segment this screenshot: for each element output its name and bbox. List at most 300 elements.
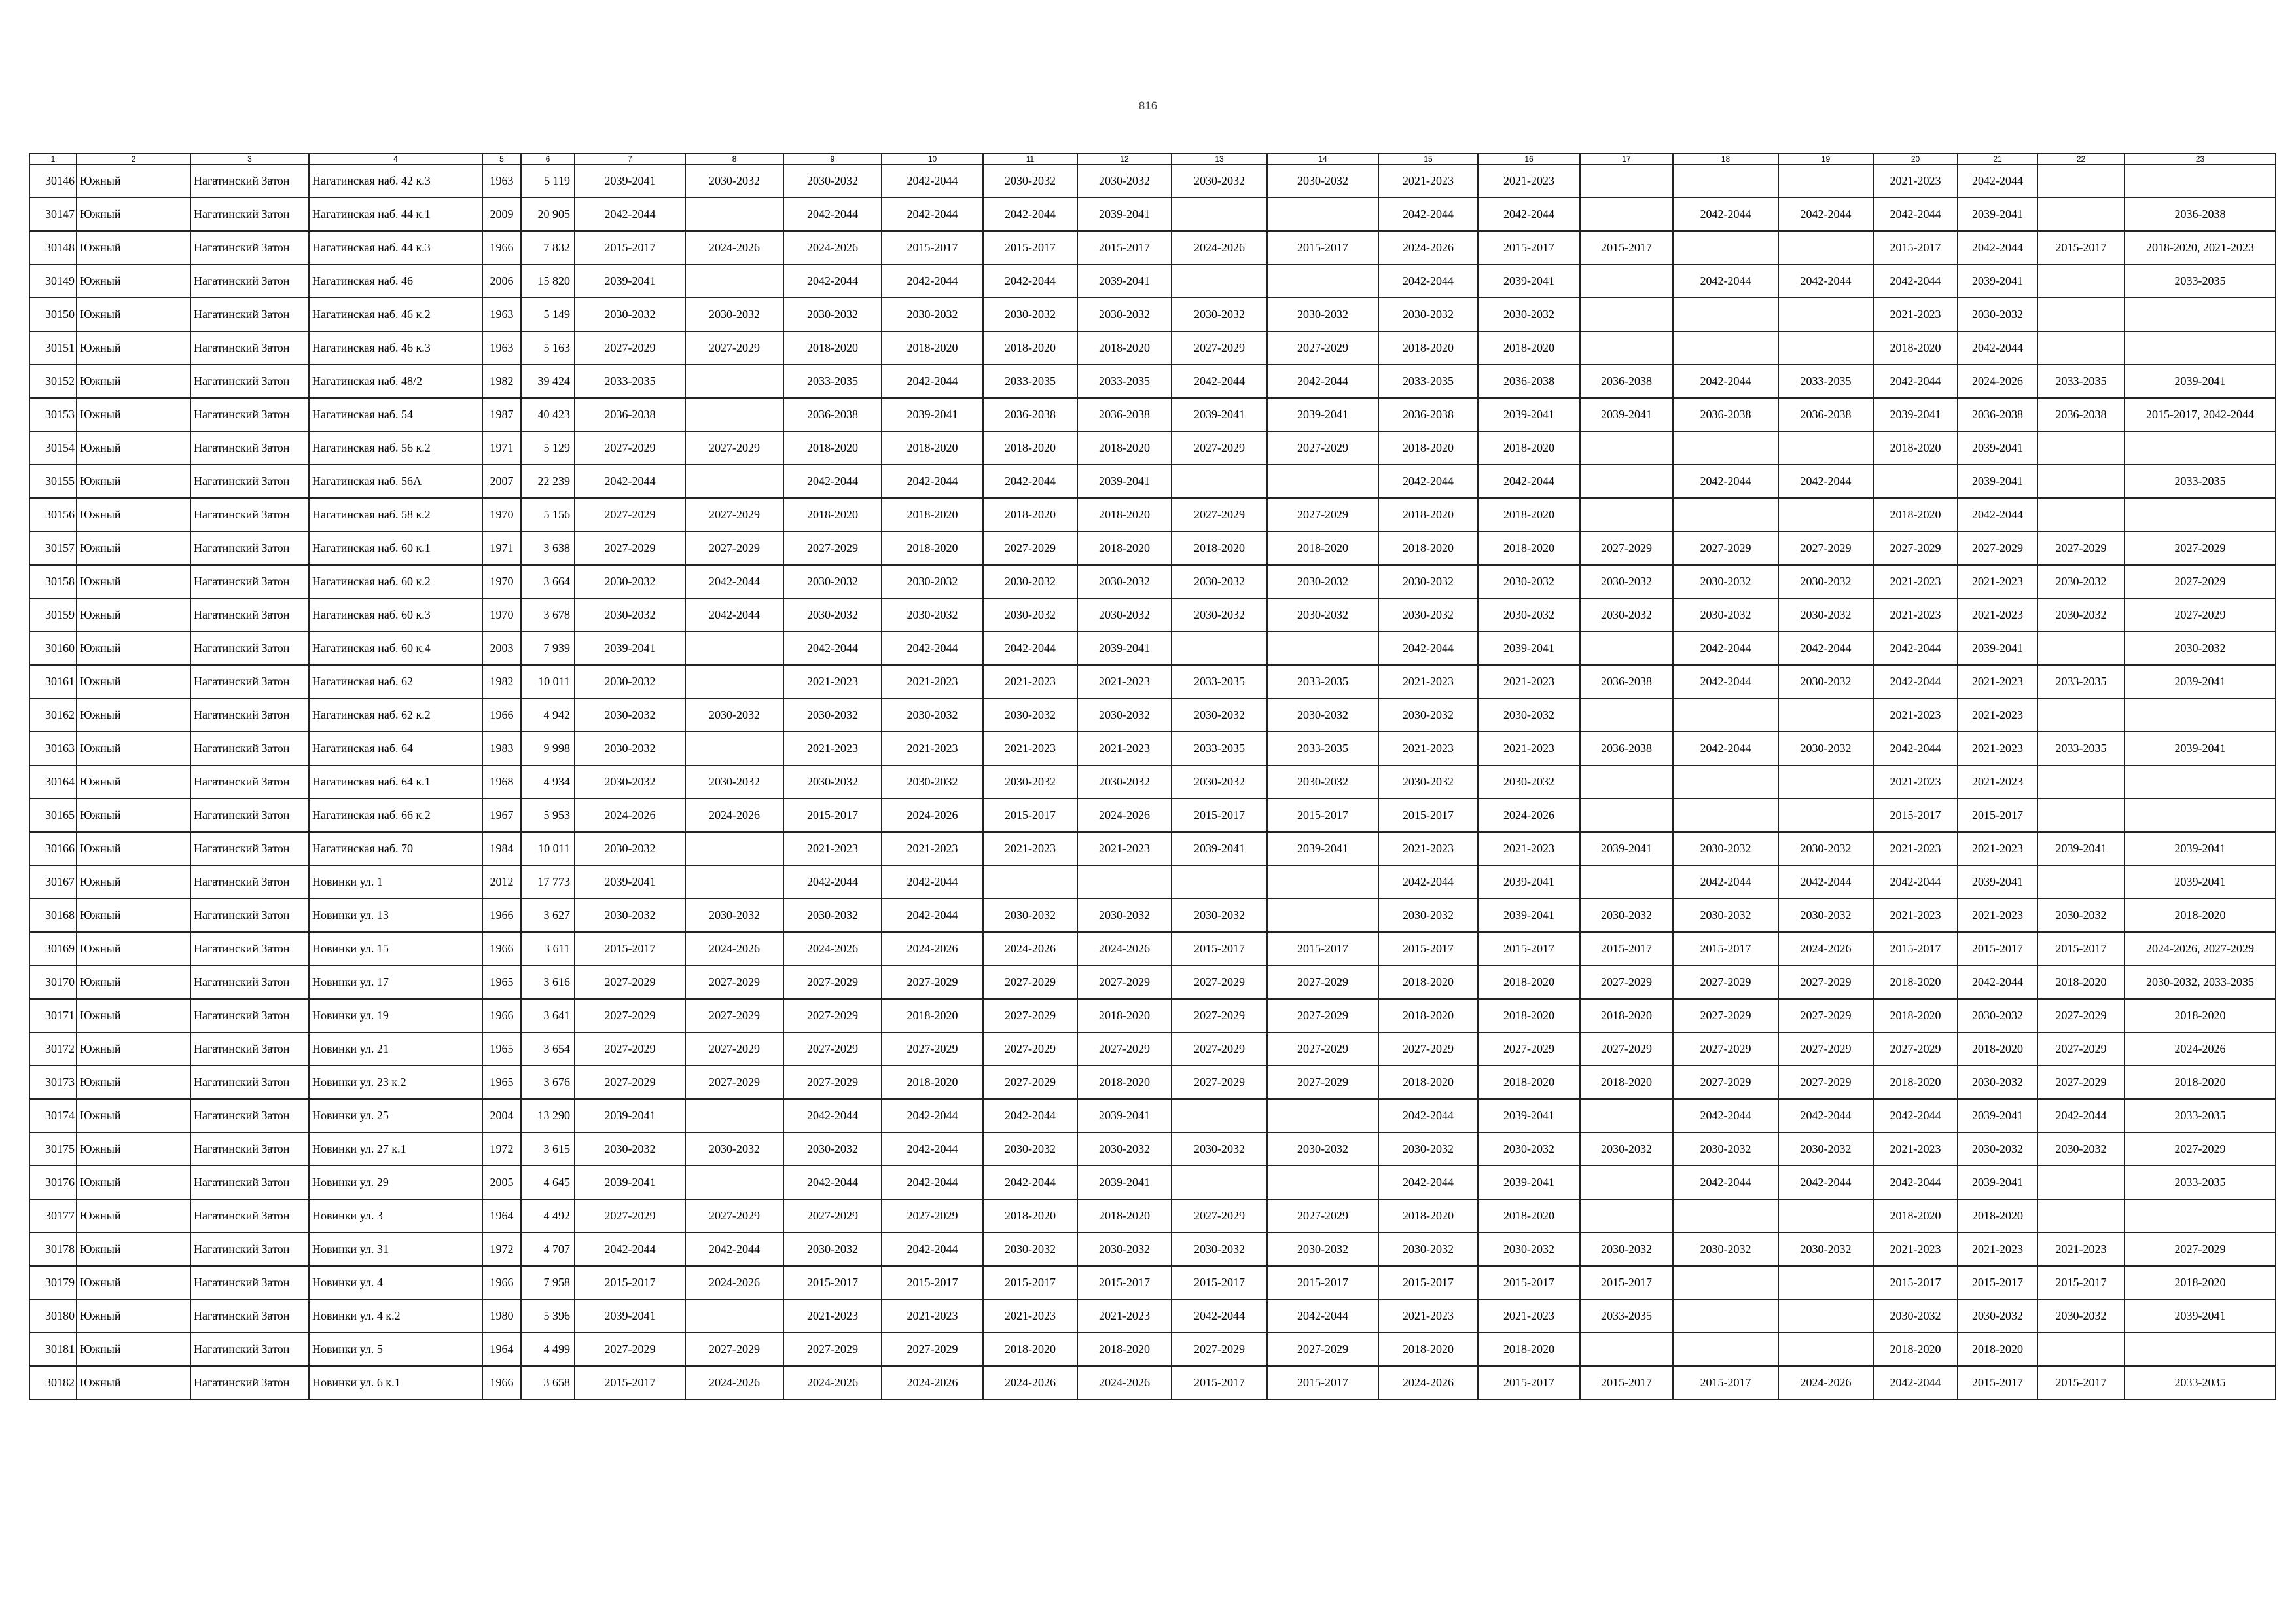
table-cell-col-10: 2021-2023 xyxy=(882,1299,983,1333)
table-cell-col-22 xyxy=(2037,331,2125,365)
table-cell-col-8: 2030-2032 xyxy=(685,698,783,732)
table-cell-col-2: Южный xyxy=(77,298,190,331)
table-cell-col-13: 2030-2032 xyxy=(1172,698,1267,732)
table-cell-col-12: 2039-2041 xyxy=(1077,1099,1172,1132)
table-cell-col-22 xyxy=(2037,198,2125,231)
table-cell-col-6: 7 958 xyxy=(521,1266,575,1299)
table-cell-col-7: 2030-2032 xyxy=(575,899,685,932)
table-cell-col-9: 2015-2017 xyxy=(783,799,882,832)
table-cell-col-3: Нагатинский Затон xyxy=(190,598,309,632)
table-cell-col-4: Нагатинская наб. 46 xyxy=(309,264,482,298)
table-cell-col-4: Новинки ул. 6 к.1 xyxy=(309,1366,482,1399)
table-cell-col-22 xyxy=(2037,1166,2125,1199)
table-cell-col-20: 2042-2044 xyxy=(1873,632,1958,665)
table-cell-col-16: 2030-2032 xyxy=(1478,298,1580,331)
table-row xyxy=(29,1066,2276,1099)
column-number-14: 14 xyxy=(1267,154,1378,164)
table-cell-col-21: 2018-2020 xyxy=(1958,1199,2037,1233)
table-cell-col-2: Южный xyxy=(77,565,190,598)
table-cell-col-18: 2030-2032 xyxy=(1673,1233,1778,1266)
table-cell-col-16: 2018-2020 xyxy=(1478,1333,1580,1366)
table-cell-col-4: Новинки ул. 27 к.1 xyxy=(309,1132,482,1166)
table-cell-col-18 xyxy=(1673,1333,1778,1366)
table-cell-col-6: 4 499 xyxy=(521,1333,575,1366)
table-cell-col-19: 2033-2035 xyxy=(1778,365,1873,398)
table-cell-col-12: 2021-2023 xyxy=(1077,1299,1172,1333)
table-cell-col-13: 2042-2044 xyxy=(1172,1299,1267,1333)
table-cell-col-22: 2027-2029 xyxy=(2037,1066,2125,1099)
table-cell-col-5: 1966 xyxy=(482,999,521,1032)
table-cell-col-14: 2030-2032 xyxy=(1267,164,1378,198)
table-cell-col-15: 2018-2020 xyxy=(1378,532,1478,565)
table-cell-col-21: 2039-2041 xyxy=(1958,465,2037,498)
table-cell-col-13: 2030-2032 xyxy=(1172,1233,1267,1266)
table-cell-col-15: 2018-2020 xyxy=(1378,498,1478,532)
table-cell-col-13 xyxy=(1172,1166,1267,1199)
table-cell-col-20: 2042-2044 xyxy=(1873,865,1958,899)
table-cell-col-18 xyxy=(1673,799,1778,832)
table-cell-col-8: 2042-2044 xyxy=(685,598,783,632)
table-cell-col-13: 2015-2017 xyxy=(1172,932,1267,965)
table-cell-col-18 xyxy=(1673,698,1778,732)
table-cell-col-22: 2033-2035 xyxy=(2037,732,2125,765)
table-cell-col-1: 30158 xyxy=(29,565,77,598)
table-row xyxy=(29,632,2276,665)
table-cell-col-11: 2027-2029 xyxy=(983,965,1077,999)
table-cell-col-11: 2042-2044 xyxy=(983,198,1077,231)
table-cell-col-7: 2030-2032 xyxy=(575,832,685,865)
table-cell-col-16: 2015-2017 xyxy=(1478,932,1580,965)
column-number-16: 16 xyxy=(1478,154,1580,164)
table-cell-col-8: 2024-2026 xyxy=(685,1366,783,1399)
table-cell-col-3: Нагатинский Затон xyxy=(190,231,309,264)
table-cell-col-16: 2021-2023 xyxy=(1478,164,1580,198)
table-cell-col-19: 2030-2032 xyxy=(1778,732,1873,765)
table-row xyxy=(29,1299,2276,1333)
table-cell-col-16: 2015-2017 xyxy=(1478,1366,1580,1399)
table-cell-col-22: 2027-2029 xyxy=(2037,1032,2125,1066)
table-cell-col-11: 2042-2044 xyxy=(983,1166,1077,1199)
table-cell-col-5: 1972 xyxy=(482,1233,521,1266)
table-cell-col-1: 30172 xyxy=(29,1032,77,1066)
table-cell-col-2: Южный xyxy=(77,365,190,398)
table-row xyxy=(29,365,2276,398)
column-number-9: 9 xyxy=(783,154,882,164)
table-cell-col-15: 2018-2020 xyxy=(1378,331,1478,365)
table-cell-col-20: 2042-2044 xyxy=(1873,1366,1958,1399)
table-cell-col-19: 2042-2044 xyxy=(1778,198,1873,231)
table-cell-col-23: 2027-2029 xyxy=(2125,532,2276,565)
table-cell-col-12: 2039-2041 xyxy=(1077,632,1172,665)
table-cell-col-10: 2021-2023 xyxy=(882,832,983,865)
table-cell-col-9: 2027-2029 xyxy=(783,1199,882,1233)
table-cell-col-21: 2021-2023 xyxy=(1958,565,2037,598)
table-cell-col-4: Нагатинская наб. 46 к.2 xyxy=(309,298,482,331)
table-cell-col-2: Южный xyxy=(77,899,190,932)
table-cell-col-23 xyxy=(2125,799,2276,832)
table-cell-col-5: 1965 xyxy=(482,1066,521,1099)
table-cell-col-19: 2027-2029 xyxy=(1778,1066,1873,1099)
table-cell-col-20: 2021-2023 xyxy=(1873,598,1958,632)
table-cell-col-4: Нагатинская наб. 44 к.1 xyxy=(309,198,482,231)
table-cell-col-18 xyxy=(1673,1299,1778,1333)
table-cell-col-18: 2027-2029 xyxy=(1673,532,1778,565)
table-cell-col-8 xyxy=(685,1299,783,1333)
table-cell-col-17 xyxy=(1580,431,1673,465)
table-cell-col-5: 1966 xyxy=(482,1266,521,1299)
table-cell-col-11: 2015-2017 xyxy=(983,231,1077,264)
table-cell-col-23 xyxy=(2125,698,2276,732)
table-cell-col-3: Нагатинский Затон xyxy=(190,1032,309,1066)
table-cell-col-14: 2042-2044 xyxy=(1267,1299,1378,1333)
table-cell-col-21: 2018-2020 xyxy=(1958,1333,2037,1366)
table-cell-col-6: 9 998 xyxy=(521,732,575,765)
table-cell-col-14: 2030-2032 xyxy=(1267,698,1378,732)
table-cell-col-5: 2005 xyxy=(482,1166,521,1199)
table-cell-col-18 xyxy=(1673,231,1778,264)
table-cell-col-2: Южный xyxy=(77,498,190,532)
table-cell-col-18 xyxy=(1673,298,1778,331)
table-cell-col-8: 2027-2029 xyxy=(685,431,783,465)
table-cell-col-16: 2042-2044 xyxy=(1478,465,1580,498)
table-cell-col-2: Южный xyxy=(77,465,190,498)
table-row xyxy=(29,932,2276,965)
table-cell-col-5: 2009 xyxy=(482,198,521,231)
table-cell-col-12: 2033-2035 xyxy=(1077,365,1172,398)
table-cell-col-18: 2042-2044 xyxy=(1673,732,1778,765)
column-number-13: 13 xyxy=(1172,154,1267,164)
table-cell-col-16: 2018-2020 xyxy=(1478,999,1580,1032)
table-cell-col-23: 2018-2020 xyxy=(2125,899,2276,932)
table-cell-col-14: 2015-2017 xyxy=(1267,799,1378,832)
table-cell-col-2: Южный xyxy=(77,1099,190,1132)
table-cell-col-11: 2027-2029 xyxy=(983,1032,1077,1066)
table-cell-col-7: 2027-2029 xyxy=(575,1066,685,1099)
table-cell-col-21: 2021-2023 xyxy=(1958,698,2037,732)
table-cell-col-14: 2027-2029 xyxy=(1267,1199,1378,1233)
table-row xyxy=(29,231,2276,264)
table-cell-col-13: 2030-2032 xyxy=(1172,899,1267,932)
table-cell-col-3: Нагатинский Затон xyxy=(190,1266,309,1299)
table-cell-col-16: 2018-2020 xyxy=(1478,965,1580,999)
table-cell-col-4: Новинки ул. 13 xyxy=(309,899,482,932)
table-cell-col-13: 2027-2029 xyxy=(1172,1199,1267,1233)
table-cell-col-9: 2027-2029 xyxy=(783,1032,882,1066)
table-cell-col-21: 2039-2041 xyxy=(1958,198,2037,231)
table-cell-col-18: 2027-2029 xyxy=(1673,965,1778,999)
table-cell-col-4: Новинки ул. 3 xyxy=(309,1199,482,1233)
table-cell-col-5: 1963 xyxy=(482,298,521,331)
table-cell-col-19: 2027-2029 xyxy=(1778,1032,1873,1066)
table-cell-col-8: 2042-2044 xyxy=(685,565,783,598)
table-cell-col-12: 2018-2020 xyxy=(1077,1333,1172,1366)
table-cell-col-1: 30154 xyxy=(29,431,77,465)
table-cell-col-22: 2018-2020 xyxy=(2037,965,2125,999)
table-row xyxy=(29,1233,2276,1266)
table-cell-col-6: 4 942 xyxy=(521,698,575,732)
table-cell-col-19: 2030-2032 xyxy=(1778,1132,1873,1166)
table-cell-col-3: Нагатинский Затон xyxy=(190,264,309,298)
table-cell-col-23 xyxy=(2125,164,2276,198)
table-cell-col-11: 2030-2032 xyxy=(983,1233,1077,1266)
table-cell-col-19 xyxy=(1778,1333,1873,1366)
table-cell-col-22: 2027-2029 xyxy=(2037,532,2125,565)
table-cell-col-14 xyxy=(1267,465,1378,498)
table-cell-col-21: 2021-2023 xyxy=(1958,765,2037,799)
table-cell-col-2: Южный xyxy=(77,865,190,899)
table-cell-col-16: 2039-2041 xyxy=(1478,398,1580,431)
table-cell-col-15: 2042-2044 xyxy=(1378,198,1478,231)
table-cell-col-1: 30157 xyxy=(29,532,77,565)
table-cell-col-1: 30146 xyxy=(29,164,77,198)
table-cell-col-19 xyxy=(1778,799,1873,832)
table-cell-col-13 xyxy=(1172,632,1267,665)
table-cell-col-13: 2030-2032 xyxy=(1172,1132,1267,1166)
table-cell-col-11: 2027-2029 xyxy=(983,1066,1077,1099)
table-cell-col-20: 2021-2023 xyxy=(1873,899,1958,932)
table-cell-col-23: 2024-2026 xyxy=(2125,1032,2276,1066)
table-cell-col-20: 2021-2023 xyxy=(1873,698,1958,732)
table-cell-col-10: 2042-2044 xyxy=(882,198,983,231)
table-cell-col-8 xyxy=(685,1166,783,1199)
table-cell-col-3: Нагатинский Затон xyxy=(190,365,309,398)
table-cell-col-18: 2042-2044 xyxy=(1673,1099,1778,1132)
table-cell-col-16: 2030-2032 xyxy=(1478,698,1580,732)
table-cell-col-5: 1966 xyxy=(482,698,521,732)
table-cell-col-1: 30174 xyxy=(29,1099,77,1132)
table-cell-col-9: 2042-2044 xyxy=(783,264,882,298)
table-cell-col-11: 2042-2044 xyxy=(983,632,1077,665)
table-cell-col-4: Нагатинская наб. 48/2 xyxy=(309,365,482,398)
table-cell-col-23: 2018-2020 xyxy=(2125,1266,2276,1299)
table-cell-col-3: Нагатинский Затон xyxy=(190,1099,309,1132)
table-cell-col-17: 2030-2032 xyxy=(1580,899,1673,932)
table-cell-col-16: 2027-2029 xyxy=(1478,1032,1580,1066)
column-number-11: 11 xyxy=(983,154,1077,164)
table-cell-col-8 xyxy=(685,732,783,765)
table-cell-col-4: Новинки ул. 31 xyxy=(309,1233,482,1266)
table-cell-col-21: 2018-2020 xyxy=(1958,1032,2037,1066)
table-cell-col-14: 2027-2029 xyxy=(1267,999,1378,1032)
table-cell-col-7: 2030-2032 xyxy=(575,665,685,698)
table-cell-col-23 xyxy=(2125,431,2276,465)
table-cell-col-21: 2015-2017 xyxy=(1958,1266,2037,1299)
table-cell-col-12: 2021-2023 xyxy=(1077,832,1172,865)
table-cell-col-11: 2021-2023 xyxy=(983,1299,1077,1333)
table-cell-col-9: 2030-2032 xyxy=(783,164,882,198)
table-cell-col-17 xyxy=(1580,164,1673,198)
table-cell-col-21: 2015-2017 xyxy=(1958,932,2037,965)
table-cell-col-2: Южный xyxy=(77,665,190,698)
table-cell-col-13: 2030-2032 xyxy=(1172,164,1267,198)
table-cell-col-17: 2036-2038 xyxy=(1580,365,1673,398)
table-cell-col-4: Нагатинская наб. 58 к.2 xyxy=(309,498,482,532)
table-cell-col-6: 17 773 xyxy=(521,865,575,899)
table-cell-col-4: Нагатинская наб. 60 к.2 xyxy=(309,565,482,598)
table-row xyxy=(29,899,2276,932)
table-cell-col-18: 2042-2044 xyxy=(1673,632,1778,665)
table-cell-col-22 xyxy=(2037,431,2125,465)
table-cell-col-15: 2021-2023 xyxy=(1378,1299,1478,1333)
table-cell-col-7: 2030-2032 xyxy=(575,732,685,765)
table-cell-col-22: 2015-2017 xyxy=(2037,231,2125,264)
table-cell-col-17 xyxy=(1580,1333,1673,1366)
table-cell-col-13: 2027-2029 xyxy=(1172,999,1267,1032)
table-cell-col-2: Южный xyxy=(77,1199,190,1233)
table-cell-col-3: Нагатинский Затон xyxy=(190,632,309,665)
table-cell-col-3: Нагатинский Затон xyxy=(190,331,309,365)
table-cell-col-15: 2018-2020 xyxy=(1378,999,1478,1032)
table-cell-col-12: 2024-2026 xyxy=(1077,932,1172,965)
table-cell-col-8: 2027-2029 xyxy=(685,1199,783,1233)
table-cell-col-3: Нагатинский Затон xyxy=(190,465,309,498)
table-cell-col-2: Южный xyxy=(77,598,190,632)
table-cell-col-8: 2027-2029 xyxy=(685,1032,783,1066)
table-cell-col-16: 2021-2023 xyxy=(1478,1299,1580,1333)
table-cell-col-3: Нагатинский Затон xyxy=(190,1166,309,1199)
table-cell-col-12: 2030-2032 xyxy=(1077,765,1172,799)
table-cell-col-16: 2039-2041 xyxy=(1478,899,1580,932)
table-cell-col-14: 2030-2032 xyxy=(1267,598,1378,632)
table-cell-col-14: 2027-2029 xyxy=(1267,498,1378,532)
table-cell-col-15: 2042-2044 xyxy=(1378,465,1478,498)
table-cell-col-22: 2015-2017 xyxy=(2037,1366,2125,1399)
table-cell-col-8: 2030-2032 xyxy=(685,1132,783,1166)
table-cell-col-9: 2042-2044 xyxy=(783,1099,882,1132)
table-cell-col-4: Новинки ул. 4 к.2 xyxy=(309,1299,482,1333)
table-cell-col-23: 2039-2041 xyxy=(2125,732,2276,765)
table-cell-col-12: 2024-2026 xyxy=(1077,799,1172,832)
table-cell-col-20: 2021-2023 xyxy=(1873,565,1958,598)
table-cell-col-2: Южный xyxy=(77,1299,190,1333)
table-cell-col-19: 2024-2026 xyxy=(1778,1366,1873,1399)
table-cell-col-13: 2033-2035 xyxy=(1172,732,1267,765)
table-cell-col-7: 2027-2029 xyxy=(575,1333,685,1366)
table-cell-col-10: 2024-2026 xyxy=(882,799,983,832)
table-cell-col-14 xyxy=(1267,899,1378,932)
table-cell-col-4: Нагатинская наб. 70 xyxy=(309,832,482,865)
table-cell-col-2: Южный xyxy=(77,231,190,264)
table-cell-col-20: 2027-2029 xyxy=(1873,532,1958,565)
table-cell-col-9: 2042-2044 xyxy=(783,865,882,899)
table-cell-col-6: 3 638 xyxy=(521,532,575,565)
table-cell-col-20: 2018-2020 xyxy=(1873,1066,1958,1099)
table-cell-col-6: 5 149 xyxy=(521,298,575,331)
table-cell-col-9: 2027-2029 xyxy=(783,999,882,1032)
table-cell-col-4: Нагатинская наб. 62 к.2 xyxy=(309,698,482,732)
table-row xyxy=(29,965,2276,999)
table-cell-col-1: 30150 xyxy=(29,298,77,331)
table-cell-col-7: 2027-2029 xyxy=(575,331,685,365)
table-cell-col-14: 2030-2032 xyxy=(1267,565,1378,598)
table-cell-col-20: 2027-2029 xyxy=(1873,1032,1958,1066)
table-cell-col-7: 2039-2041 xyxy=(575,1099,685,1132)
table-cell-col-12: 2030-2032 xyxy=(1077,598,1172,632)
table-cell-col-21: 2021-2023 xyxy=(1958,732,2037,765)
table-cell-col-23: 2018-2020, 2021-2023 xyxy=(2125,231,2276,264)
table-cell-col-22: 2030-2032 xyxy=(2037,899,2125,932)
table-cell-col-15: 2042-2044 xyxy=(1378,264,1478,298)
table-cell-col-6: 4 707 xyxy=(521,1233,575,1266)
table-cell-col-21: 2039-2041 xyxy=(1958,431,2037,465)
table-cell-col-5: 2003 xyxy=(482,632,521,665)
table-row xyxy=(29,498,2276,532)
register-table xyxy=(29,153,2276,1400)
table-cell-col-2: Южный xyxy=(77,999,190,1032)
table-cell-col-18: 2030-2032 xyxy=(1673,598,1778,632)
table-cell-col-16: 2021-2023 xyxy=(1478,732,1580,765)
table-cell-col-20: 2018-2020 xyxy=(1873,965,1958,999)
table-cell-col-1: 30161 xyxy=(29,665,77,698)
table-cell-col-6: 5 119 xyxy=(521,164,575,198)
table-cell-col-22: 2015-2017 xyxy=(2037,1266,2125,1299)
table-cell-col-8: 2030-2032 xyxy=(685,899,783,932)
table-cell-col-4: Нагатинская наб. 46 к.3 xyxy=(309,331,482,365)
table-cell-col-8: 2024-2026 xyxy=(685,932,783,965)
table-cell-col-13: 2027-2029 xyxy=(1172,1066,1267,1099)
table-cell-col-17: 2033-2035 xyxy=(1580,1299,1673,1333)
table-cell-col-12: 2036-2038 xyxy=(1077,398,1172,431)
table-cell-col-3: Нагатинский Затон xyxy=(190,899,309,932)
table-cell-col-21: 2021-2023 xyxy=(1958,598,2037,632)
table-cell-col-10: 2018-2020 xyxy=(882,331,983,365)
table-cell-col-21: 2021-2023 xyxy=(1958,832,2037,865)
column-number-10: 10 xyxy=(882,154,983,164)
table-cell-col-3: Нагатинский Затон xyxy=(190,431,309,465)
table-row xyxy=(29,865,2276,899)
table-cell-col-20: 2042-2044 xyxy=(1873,665,1958,698)
table-cell-col-5: 1966 xyxy=(482,231,521,264)
table-cell-col-2: Южный xyxy=(77,1132,190,1166)
table-cell-col-8: 2027-2029 xyxy=(685,1333,783,1366)
table-cell-col-21: 2027-2029 xyxy=(1958,532,2037,565)
table-cell-col-21: 2039-2041 xyxy=(1958,632,2037,665)
table-cell-col-16: 2021-2023 xyxy=(1478,832,1580,865)
table-cell-col-18: 2030-2032 xyxy=(1673,832,1778,865)
table-cell-col-7: 2027-2029 xyxy=(575,498,685,532)
table-cell-col-9: 2030-2032 xyxy=(783,565,882,598)
table-cell-col-12: 2030-2032 xyxy=(1077,298,1172,331)
table-cell-col-9: 2030-2032 xyxy=(783,298,882,331)
table-cell-col-8: 2027-2029 xyxy=(685,331,783,365)
table-cell-col-10: 2030-2032 xyxy=(882,698,983,732)
table-cell-col-11: 2030-2032 xyxy=(983,698,1077,732)
table-cell-col-12 xyxy=(1077,865,1172,899)
table-cell-col-3: Нагатинский Затон xyxy=(190,298,309,331)
table-cell-col-6: 15 820 xyxy=(521,264,575,298)
table-cell-col-14 xyxy=(1267,1166,1378,1199)
table-cell-col-5: 1970 xyxy=(482,498,521,532)
table-cell-col-2: Южный xyxy=(77,698,190,732)
column-number-19: 19 xyxy=(1778,154,1873,164)
table-cell-col-14: 2027-2029 xyxy=(1267,331,1378,365)
table-cell-col-3: Нагатинский Затон xyxy=(190,865,309,899)
table-cell-col-17: 2015-2017 xyxy=(1580,1366,1673,1399)
table-cell-col-3: Нагатинский Затон xyxy=(190,999,309,1032)
table-cell-col-15: 2021-2023 xyxy=(1378,665,1478,698)
table-cell-col-2: Южный xyxy=(77,532,190,565)
table-cell-col-10: 2021-2023 xyxy=(882,732,983,765)
table-cell-col-19 xyxy=(1778,331,1873,365)
table-cell-col-21: 2042-2044 xyxy=(1958,965,2037,999)
table-cell-col-11: 2030-2032 xyxy=(983,298,1077,331)
table-cell-col-17 xyxy=(1580,331,1673,365)
column-number-21: 21 xyxy=(1958,154,2037,164)
table-cell-col-12: 2030-2032 xyxy=(1077,565,1172,598)
table-cell-col-17: 2018-2020 xyxy=(1580,999,1673,1032)
table-cell-col-18: 2042-2044 xyxy=(1673,465,1778,498)
table-cell-col-3: Нагатинский Затон xyxy=(190,1233,309,1266)
